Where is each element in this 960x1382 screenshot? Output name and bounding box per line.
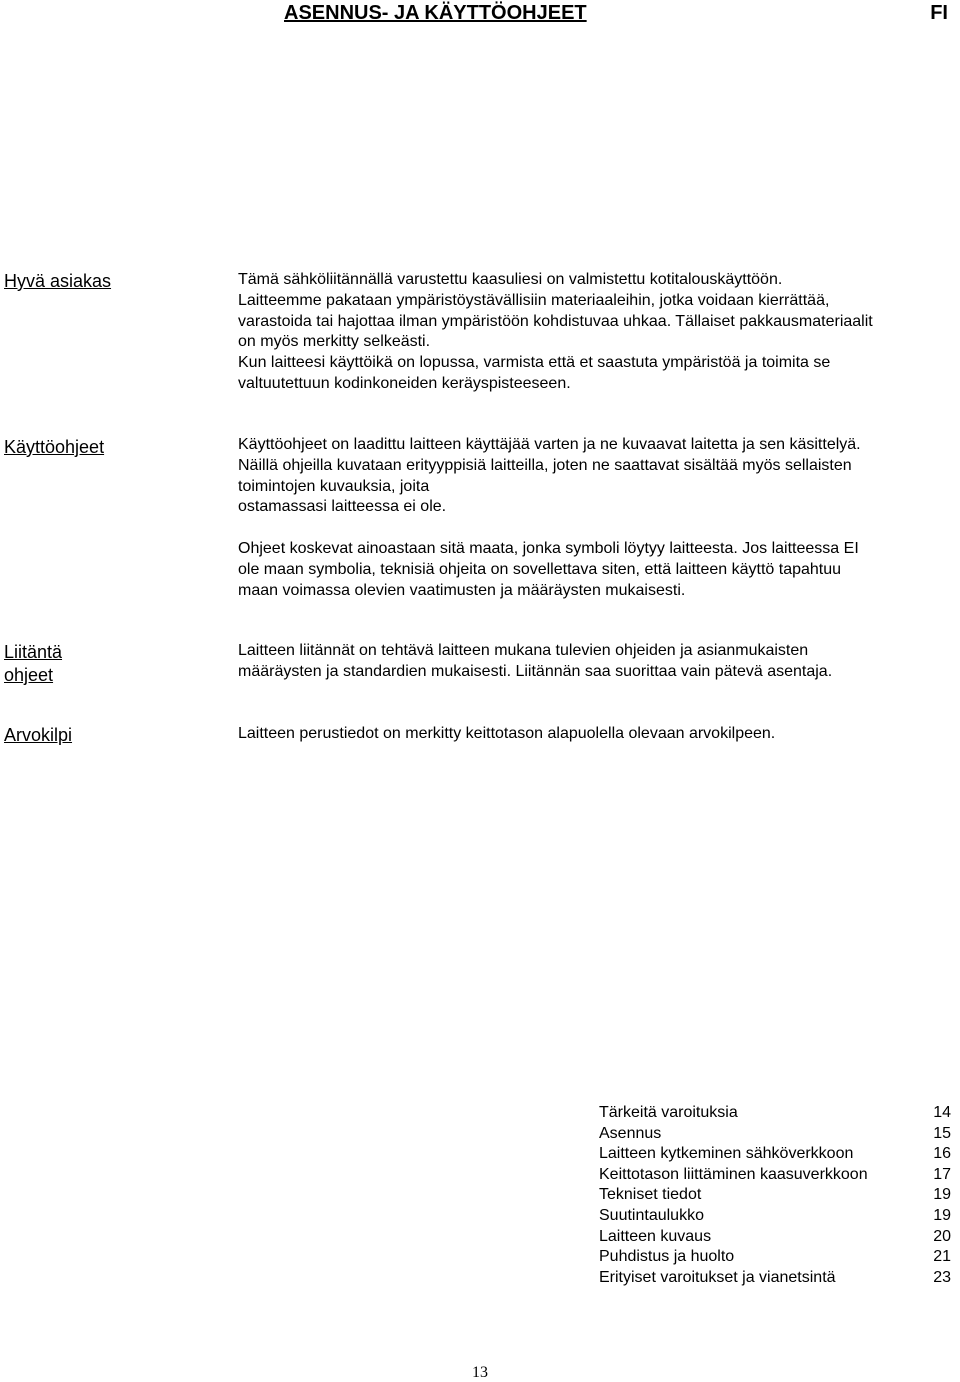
toc-label: Puhdistus ja huolto	[599, 1248, 735, 1266]
paragraph: Laitteen liitännät on tehtävä laitteen mukana tulevien ohjeiden ja asianmukaisten määräysten ja standardien mukaisesti. Liitännän saa suorittaa vain pätevä asentaja.	[238, 642, 833, 680]
toc-page: 19	[933, 1186, 951, 1204]
section-heading-dear-customer: Hyvä asiakas	[4, 271, 112, 291]
toc-label: Erityiset varoitukset ja vianetsintä	[599, 1268, 836, 1286]
toc-entry[interactable]	[599, 1103, 951, 1124]
section-body-connection-instructions	[238, 641, 954, 683]
toc-entry[interactable]	[599, 1247, 951, 1268]
document-title: ASENNUS- JA KÄYTTÖOHJEET	[284, 2, 587, 24]
toc-page: 15	[933, 1124, 951, 1142]
toc-label: Asennus	[599, 1124, 662, 1142]
toc-page: 21	[933, 1248, 951, 1266]
toc-entry[interactable]	[599, 1227, 951, 1248]
section-heading-user-instructions: Käyttöohjeet	[4, 437, 105, 457]
section-heading-rating-plate: Arvokilpi	[4, 725, 73, 745]
toc-entry[interactable]	[599, 1185, 951, 1206]
toc-label: Tekniset tiedot	[599, 1186, 702, 1204]
paragraph: Käyttöohjeet on laadittu laitteen käyttäjää varten ja ne kuvaavat laitetta ja sen käsittelyä. Näillä ohjeilla kuvataan erityyppisiä laitteilla, joten ne saattavat sisältää myös sellaisten toimintojen kuvauksia, joita ostamassasi laitteessa ei ole.	[238, 436, 861, 516]
paragraph: Tämä sähköliitännällä varustettu kaasuliesi on valmistettu kotitalouskäyttöön. Laitteemme pakataan ympäristöystävällisiin materiaaleihin, jotka voidaan kierrättää, varastoida tai hajottaa ilman ympäristöön kohdistuvaa uhkaa. Tällaiset pakkausmateriaalit on myös merkitty selkeästi. Kun laitteesi käyttöikä on lopussa, varmista että et saastuta ympäristöä ja toimita se valtuutettuun kodinkoneiden keräyspisteeseen.	[238, 271, 873, 392]
section-body-user-instructions-2	[238, 539, 954, 601]
toc-label: Laitteen kuvaus	[599, 1227, 712, 1245]
section-body-user-instructions	[238, 435, 954, 518]
table-of-contents	[599, 1103, 951, 1288]
toc-page: 14	[933, 1104, 951, 1121]
paragraph: Laitteen perustiedot on merkitty keittotason alapuolella olevaan arvokilpeen.	[238, 725, 776, 742]
toc-page: 20	[933, 1227, 951, 1245]
toc-page: 19	[933, 1206, 951, 1224]
toc-page: 23	[933, 1268, 951, 1286]
toc-page: 17	[933, 1165, 951, 1183]
toc-entry[interactable]	[599, 1124, 951, 1145]
section-heading-connection-instructions: Liitäntä ohjeet	[4, 642, 63, 685]
language-code: FI	[930, 2, 948, 24]
page-number: 13	[472, 1364, 488, 1381]
toc-label: Tärkeitä varoituksia	[599, 1104, 738, 1121]
toc-entry[interactable]	[599, 1268, 951, 1289]
paragraph: Ohjeet koskevat ainoastaan sitä maata, jonka symboli löytyy laitteesta. Jos laitteessa EI ole maan symbolia, teknisiä ohjeita on sovellettava siten, että laitteen käyttö tapahtuu maan voimassa olevien vaatimusten ja määräysten mukaisesti.	[238, 540, 859, 599]
toc-label: Suutintaulukko	[599, 1206, 704, 1224]
toc-entry[interactable]	[599, 1165, 951, 1186]
toc-entry[interactable]	[599, 1144, 951, 1165]
toc-entry[interactable]	[599, 1206, 951, 1227]
toc-page: 16	[933, 1145, 951, 1163]
section-body-rating-plate	[238, 724, 954, 745]
section-body-dear-customer	[238, 270, 954, 395]
toc-label: Keittotason liittäminen kaasuverkkoon	[599, 1165, 868, 1183]
toc-label: Laitteen kytkeminen sähköverkkoon	[599, 1145, 854, 1163]
